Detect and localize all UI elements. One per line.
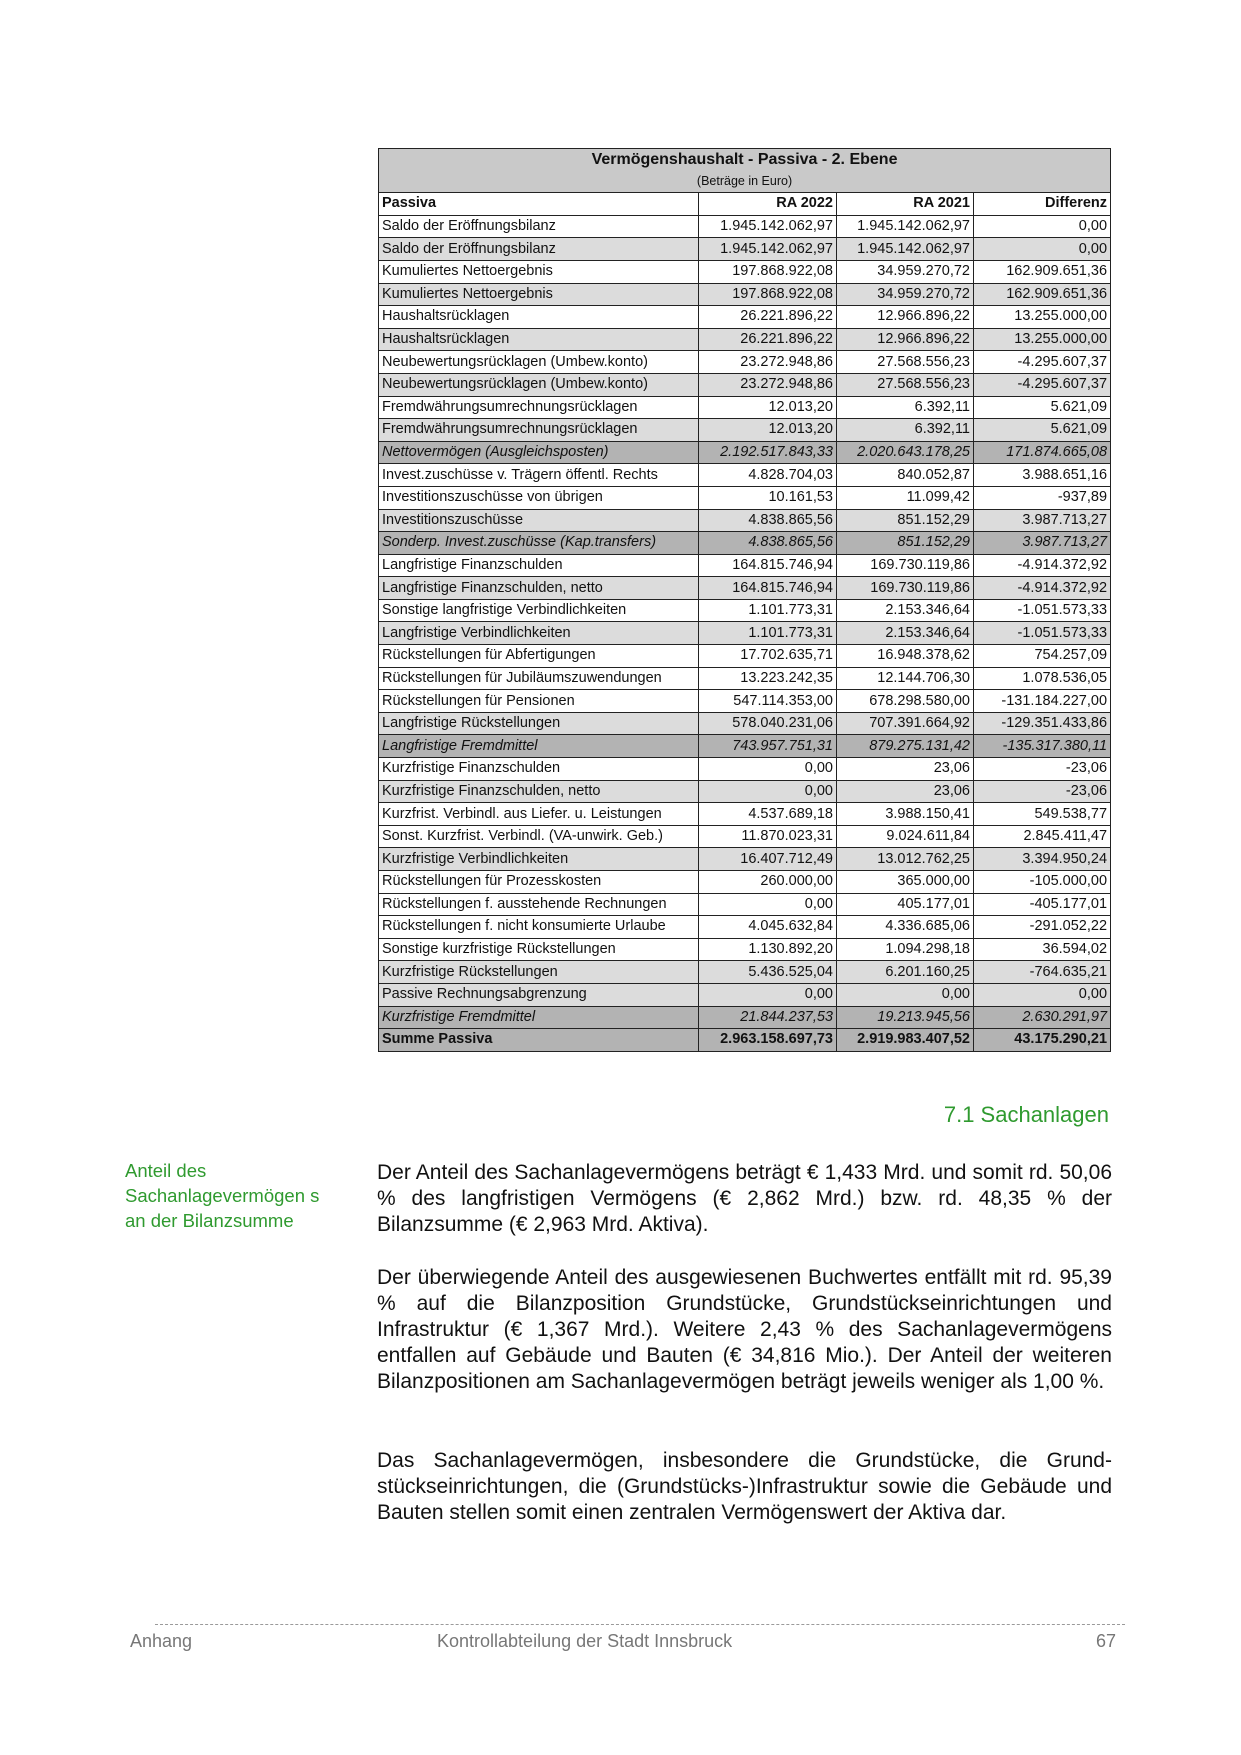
row-value: 578.040.231,06 (699, 712, 837, 735)
row-label: Passive Rechnungsabgrenzung (379, 983, 699, 1006)
row-value: 34.959.270,72 (837, 260, 974, 283)
table-row (379, 645, 1111, 668)
row-value: 743.957.751,31 (699, 735, 837, 758)
row-value: 549.538,77 (974, 803, 1111, 826)
table-row (379, 622, 1111, 645)
row-value: 43.175.290,21 (974, 1029, 1111, 1052)
table-row (379, 441, 1111, 464)
row-value: 162.909.651,36 (974, 260, 1111, 283)
row-value: 5.436.525,04 (699, 961, 837, 984)
header-differenz: Differenz (974, 193, 1111, 216)
row-label: Rückstellungen f. nicht konsumierte Urlaube (379, 916, 699, 939)
table-title: Vermögenshaushalt - Passiva - 2. Ebene (379, 149, 1111, 171)
row-value: 1.130.892,20 (699, 938, 837, 961)
row-value: 169.730.119,86 (837, 554, 974, 577)
row-value: 13.223.242,35 (699, 667, 837, 690)
table-row (379, 780, 1111, 803)
row-value: 1.945.142.062,97 (699, 238, 837, 261)
row-value: -4.914.372,92 (974, 577, 1111, 600)
row-label: Investitionszuschüsse (379, 509, 699, 532)
row-value: 34.959.270,72 (837, 283, 974, 306)
table-subtitle-row (379, 171, 1111, 193)
paragraph-2: Der überwiegende Anteil des ausgewiesenen Buchwertes entfällt mit rd. 95,39 % auf die Bilanzposition Grundstücke, Grundstückseinrichtungen und Infrastruktur (€ 1,367 Mrd.). Weitere 2,43 % des Sachanlagevermögens entfallen auf Gebäude und Bauten (€ 34,816 Mio.). Der Anteil der weiteren Bilanzpositionen am Sachanlagevermögen beträgt jeweils weniger als 1,00 %. (377, 1266, 1112, 1393)
row-value: 2.153.346,64 (837, 622, 974, 645)
table-row (379, 283, 1111, 306)
row-value: 0,00 (837, 983, 974, 1006)
table-row (379, 848, 1111, 871)
row-value: 0,00 (974, 215, 1111, 238)
footer-page-number: 67 (1095, 1631, 1116, 1651)
row-label: Kumuliertes Nettoergebnis (379, 260, 699, 283)
row-value: 162.909.651,36 (974, 283, 1111, 306)
row-value: 26.221.896,22 (699, 328, 837, 351)
footer-divider (155, 1624, 1125, 1625)
row-label: Kurzfristige Finanzschulden (379, 758, 699, 781)
table-row (379, 893, 1111, 916)
row-value: 2.919.983.407,52 (837, 1029, 974, 1052)
row-value: 851.152,29 (837, 532, 974, 555)
table-row (379, 1006, 1111, 1029)
row-label: Langfristige Finanzschulden, netto (379, 577, 699, 600)
row-value: 1.101.773,31 (699, 599, 837, 622)
row-value: 879.275.131,42 (837, 735, 974, 758)
row-value: 23,06 (837, 780, 974, 803)
row-value: 9.024.611,84 (837, 825, 974, 848)
row-value: -4.295.607,37 (974, 351, 1111, 374)
header-passiva: Passiva (379, 193, 699, 216)
row-value: 3.988.651,16 (974, 464, 1111, 487)
row-value: -23,06 (974, 780, 1111, 803)
row-value: 11.099,42 (837, 486, 974, 509)
row-value: -4.914.372,92 (974, 554, 1111, 577)
row-value: 16.407.712,49 (699, 848, 837, 871)
row-value: 23.272.948,86 (699, 351, 837, 374)
passiva-table-body (379, 149, 1111, 1052)
row-value: 2.845.411,47 (974, 825, 1111, 848)
row-value: 1.945.142.062,97 (837, 238, 974, 261)
header-ra-2021: RA 2021 (837, 193, 974, 216)
row-value: 171.874.665,08 (974, 441, 1111, 464)
row-label: Saldo der Eröffnungsbilanz (379, 215, 699, 238)
row-label: Kurzfristige Rückstellungen (379, 961, 699, 984)
row-value: 3.394.950,24 (974, 848, 1111, 871)
header-ra-2022: RA 2022 (699, 193, 837, 216)
row-label: Sonst. Kurzfrist. Verbindl. (VA-unwirk. Geb.) (379, 825, 699, 848)
row-label: Nettovermögen (Ausgleichsposten) (379, 441, 699, 464)
row-value: 4.838.865,56 (699, 532, 837, 555)
row-label: Neubewertungsrücklagen (Umbew.konto) (379, 351, 699, 374)
row-label: Saldo der Eröffnungsbilanz (379, 238, 699, 261)
footer-left: Anhang (130, 1631, 193, 1651)
row-value: 4.045.632,84 (699, 916, 837, 939)
row-value: 1.945.142.062,97 (699, 215, 837, 238)
row-label: Langfristige Fremdmittel (379, 735, 699, 758)
row-value: 164.815.746,94 (699, 554, 837, 577)
row-value: 4.828.704,03 (699, 464, 837, 487)
row-label: Rückstellungen für Pensionen (379, 690, 699, 713)
row-label: Invest.zuschüsse v. Trägern öffentl. Rechts (379, 464, 699, 487)
row-label: Rückstellungen f. ausstehende Rechnungen (379, 893, 699, 916)
row-value: 23.272.948,86 (699, 373, 837, 396)
table-row (379, 758, 1111, 781)
row-value: 5.621,09 (974, 396, 1111, 419)
row-value: 197.868.922,08 (699, 283, 837, 306)
paragraph-1: Der Anteil des Sachanlagevermögens beträgt € 1,433 Mrd. und somit rd. 50,06 % des langfristigen Vermögens (€ 2,862 Mrd.) bzw. rd. 48,35 % der Bilanzsumme (€ 2,963 Mrd. Aktiva). (377, 1161, 1112, 1236)
row-value: 840.052,87 (837, 464, 974, 487)
row-value: -129.351.433,86 (974, 712, 1111, 735)
row-value: 0,00 (699, 780, 837, 803)
row-value: -937,89 (974, 486, 1111, 509)
table-row (379, 983, 1111, 1006)
table-title-row (379, 149, 1111, 171)
row-value: 6.201.160,25 (837, 961, 974, 984)
table-row (379, 373, 1111, 396)
row-value: 707.391.664,92 (837, 712, 974, 735)
table-row (379, 486, 1111, 509)
row-value: 10.161,53 (699, 486, 837, 509)
row-label: Kurzfristige Finanzschulden, netto (379, 780, 699, 803)
row-label: Summe Passiva (379, 1029, 699, 1052)
row-value: 3.987.713,27 (974, 532, 1111, 555)
paragraph-3: Das Sachanlagevermögen, insbesondere die Grundstücke, die Grundstückseinrichtungen, die (Grundstücks-)Infrastruktur sowie die Gebäude und Bauten stellen somit einen zentralen Vermögenswert der Aktiva dar. (377, 1449, 1112, 1524)
row-value: 164.815.746,94 (699, 577, 837, 600)
row-value: -405.177,01 (974, 893, 1111, 916)
row-label: Fremdwährungsumrechnungsrücklagen (379, 419, 699, 442)
row-value: 0,00 (974, 238, 1111, 261)
row-value: 0,00 (974, 983, 1111, 1006)
row-value: 12.966.896,22 (837, 328, 974, 351)
row-value: 21.844.237,53 (699, 1006, 837, 1029)
table-row (379, 532, 1111, 555)
table-row (379, 396, 1111, 419)
row-value: 260.000,00 (699, 871, 837, 894)
table-row (379, 351, 1111, 374)
row-value: -131.184.227,00 (974, 690, 1111, 713)
table-row (379, 938, 1111, 961)
row-value: 5.621,09 (974, 419, 1111, 442)
table-row (379, 735, 1111, 758)
row-value: 19.213.945,56 (837, 1006, 974, 1029)
row-value: 27.568.556,23 (837, 373, 974, 396)
table-row (379, 464, 1111, 487)
table-row (379, 599, 1111, 622)
row-value: 0,00 (699, 893, 837, 916)
row-label: Langfristige Finanzschulden (379, 554, 699, 577)
row-value: 3.987.713,27 (974, 509, 1111, 532)
row-label: Haushaltsrücklagen (379, 328, 699, 351)
row-value: -135.317.380,11 (974, 735, 1111, 758)
row-value: 12.013,20 (699, 419, 837, 442)
row-label: Haushaltsrücklagen (379, 306, 699, 329)
row-value: 2.192.517.843,33 (699, 441, 837, 464)
table-row (379, 871, 1111, 894)
row-value: 2.020.643.178,25 (837, 441, 974, 464)
row-value: 851.152,29 (837, 509, 974, 532)
table-row (379, 328, 1111, 351)
table-row (379, 260, 1111, 283)
row-value: 2.963.158.697,73 (699, 1029, 837, 1052)
row-value: 754.257,09 (974, 645, 1111, 668)
row-value: 1.101.773,31 (699, 622, 837, 645)
row-value: 16.948.378,62 (837, 645, 974, 668)
row-value: -105.000,00 (974, 871, 1111, 894)
row-value: 11.870.023,31 (699, 825, 837, 848)
row-label: Sonstige langfristige Verbindlichkeiten (379, 599, 699, 622)
table-row (379, 419, 1111, 442)
row-value: 13.255.000,00 (974, 306, 1111, 329)
row-label: Langfristige Verbindlichkeiten (379, 622, 699, 645)
table-row (379, 825, 1111, 848)
row-value: 678.298.580,00 (837, 690, 974, 713)
table-row (379, 238, 1111, 261)
row-value: 13.012.762,25 (837, 848, 974, 871)
row-value: -291.052,22 (974, 916, 1111, 939)
section-heading: 7.1 Sachanlagen (943, 1102, 1109, 1127)
row-label: Fremdwährungsumrechnungsrücklagen (379, 396, 699, 419)
footer-center: Kontrollabteilung der Stadt Innsbruck (437, 1631, 733, 1651)
row-value: 36.594,02 (974, 938, 1111, 961)
row-value: -4.295.607,37 (974, 373, 1111, 396)
row-value: 1.078.536,05 (974, 667, 1111, 690)
passiva-table (378, 148, 1111, 1052)
margin-note: Anteil des Sachanlagevermögen s an der Bilanzsumme (125, 1160, 320, 1231)
row-label: Rückstellungen für Abfertigungen (379, 645, 699, 668)
row-value: 27.568.556,23 (837, 351, 974, 374)
row-value: 3.988.150,41 (837, 803, 974, 826)
row-value: 2.153.346,64 (837, 599, 974, 622)
row-label: Kurzfrist. Verbindl. aus Liefer. u. Leistungen (379, 803, 699, 826)
row-label: Rückstellungen für Jubiläumszuwendungen (379, 667, 699, 690)
row-label: Kumuliertes Nettoergebnis (379, 283, 699, 306)
table-subtitle: (Beträge in Euro) (379, 171, 1111, 193)
row-value: -1.051.573,33 (974, 622, 1111, 645)
row-label: Rückstellungen für Prozesskosten (379, 871, 699, 894)
row-value: 12.966.896,22 (837, 306, 974, 329)
row-value: 26.221.896,22 (699, 306, 837, 329)
row-value: 12.013,20 (699, 396, 837, 419)
row-value: 2.630.291,97 (974, 1006, 1111, 1029)
row-value: 4.537.689,18 (699, 803, 837, 826)
row-value: 0,00 (699, 758, 837, 781)
row-value: 365.000,00 (837, 871, 974, 894)
table-row (379, 667, 1111, 690)
row-value: 405.177,01 (837, 893, 974, 916)
row-label: Kurzfristige Verbindlichkeiten (379, 848, 699, 871)
table-row (379, 1029, 1111, 1052)
row-label: Sonstige kurzfristige Rückstellungen (379, 938, 699, 961)
table-row (379, 690, 1111, 713)
table-row (379, 961, 1111, 984)
table-row (379, 554, 1111, 577)
table-header-row (379, 193, 1111, 216)
table-row (379, 509, 1111, 532)
row-value: 12.144.706,30 (837, 667, 974, 690)
table-row (379, 215, 1111, 238)
table-row (379, 803, 1111, 826)
row-value: 547.114.353,00 (699, 690, 837, 713)
row-value: 4.838.865,56 (699, 509, 837, 532)
row-value: -1.051.573,33 (974, 599, 1111, 622)
row-value: 169.730.119,86 (837, 577, 974, 600)
row-label: Kurzfristige Fremdmittel (379, 1006, 699, 1029)
row-value: 23,06 (837, 758, 974, 781)
table-row (379, 306, 1111, 329)
row-value: 4.336.685,06 (837, 916, 974, 939)
row-value: 17.702.635,71 (699, 645, 837, 668)
table-row (379, 712, 1111, 735)
row-label: Neubewertungsrücklagen (Umbew.konto) (379, 373, 699, 396)
row-value: 6.392,11 (837, 396, 974, 419)
row-value: 1.094.298,18 (837, 938, 974, 961)
row-label: Langfristige Rückstellungen (379, 712, 699, 735)
row-value: -764.635,21 (974, 961, 1111, 984)
row-value: -23,06 (974, 758, 1111, 781)
row-value: 6.392,11 (837, 419, 974, 442)
row-label: Investitionszuschüsse von übrigen (379, 486, 699, 509)
table-row (379, 916, 1111, 939)
row-value: 1.945.142.062,97 (837, 215, 974, 238)
row-value: 0,00 (699, 983, 837, 1006)
row-value: 197.868.922,08 (699, 260, 837, 283)
row-value: 13.255.000,00 (974, 328, 1111, 351)
table-row (379, 577, 1111, 600)
row-label: Sonderp. Invest.zuschüsse (Kap.transfers) (379, 532, 699, 555)
balance-table-container (378, 148, 1110, 1052)
